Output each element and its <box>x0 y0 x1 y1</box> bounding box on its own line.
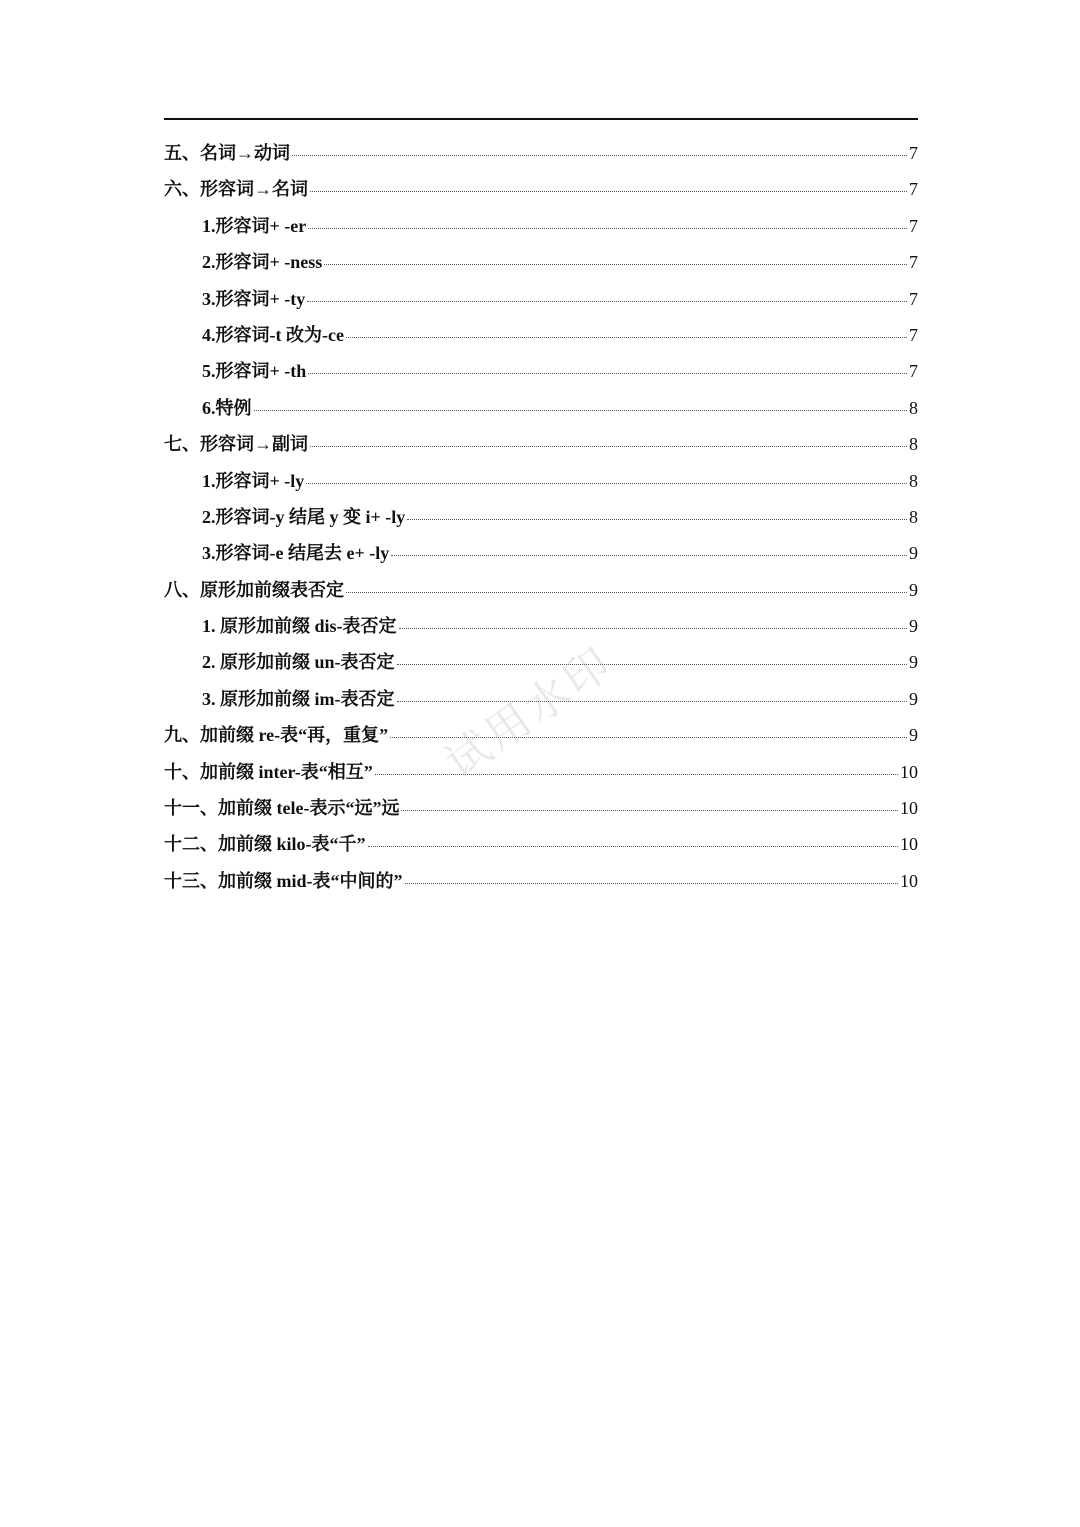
toc-dot-leader <box>407 519 907 520</box>
toc-dot-leader <box>375 774 898 775</box>
toc-dot-leader <box>401 810 898 811</box>
toc-entry-page-number: 10 <box>900 870 918 891</box>
watermark: 试用水印 <box>436 636 623 789</box>
toc-entry-page-number: 9 <box>909 579 918 600</box>
toc-entry-label: 八、原形加前缀表否定 <box>164 579 344 600</box>
toc-dot-leader <box>399 628 907 629</box>
toc-entry[interactable] <box>164 717 918 753</box>
toc-entry[interactable] <box>164 317 918 353</box>
toc-entry-label: 6.特例 <box>202 397 252 418</box>
toc-dot-leader <box>346 337 907 338</box>
toc-entry-page-number: 7 <box>909 179 918 200</box>
toc-entry-page-number: 10 <box>900 834 918 855</box>
toc-entry[interactable] <box>164 426 918 462</box>
toc-entry-page-number: 8 <box>909 434 918 455</box>
toc-entry[interactable] <box>164 390 918 426</box>
toc-entry-page-number: 9 <box>909 725 918 746</box>
toc-dot-leader <box>391 555 907 556</box>
header-rule <box>164 118 918 120</box>
toc-entry-label: 十二、加前缀 kilo-表“千” <box>164 834 366 855</box>
toc-entry[interactable] <box>164 863 918 899</box>
toc-entry-page-number: 9 <box>909 688 918 709</box>
toc-entry-label: 七、形容词→副词 <box>164 434 308 455</box>
toc-entry-label: 1.形容词+ -er <box>202 215 307 236</box>
toc-dot-leader <box>306 483 907 484</box>
toc-dot-leader <box>397 701 908 702</box>
toc-entry-page-number: 7 <box>909 361 918 382</box>
toc-dot-leader <box>307 301 907 302</box>
toc-entry-label: 十一、加前缀 tele-表示“远”远 <box>164 798 400 819</box>
toc-entry-page-number: 9 <box>909 652 918 673</box>
toc-dot-leader <box>254 410 908 411</box>
toc-entry-page-number: 8 <box>909 506 918 527</box>
toc-entry-page-number: 8 <box>909 397 918 418</box>
toc-dot-leader <box>405 883 899 884</box>
toc-entry-page-number: 9 <box>909 616 918 637</box>
toc-entry-page-number: 7 <box>909 324 918 345</box>
toc-entry[interactable] <box>164 244 918 280</box>
toc-entry[interactable] <box>164 353 918 389</box>
toc-entry-label: 十、加前缀 inter-表“相互” <box>164 761 373 782</box>
toc-entry[interactable] <box>164 135 918 171</box>
toc-entry-page-number: 7 <box>909 288 918 309</box>
toc-entry[interactable] <box>164 681 918 717</box>
toc-entry-label: 3.形容词-e 结尾去 e+ -ly <box>202 543 390 564</box>
toc-entry-label: 5.形容词+ -th <box>202 361 307 382</box>
toc-entry-label: 1.形容词+ -ly <box>202 470 305 491</box>
toc-entry-label: 2.形容词-y 结尾 y 变 i+ -ly <box>202 506 406 527</box>
toc-dot-leader <box>324 264 907 265</box>
table-of-contents <box>164 135 918 899</box>
toc-entry[interactable] <box>164 208 918 244</box>
toc-entry-label: 2. 原形加前缀 un-表否定 <box>202 652 395 673</box>
toc-entry-label: 1. 原形加前缀 dis-表否定 <box>202 616 397 637</box>
toc-entry[interactable] <box>164 572 918 608</box>
toc-entry-label: 4.形容词-t 改为-ce <box>202 324 344 345</box>
toc-dot-leader <box>368 846 898 847</box>
toc-dot-leader <box>308 373 907 374</box>
toc-entry[interactable] <box>164 754 918 790</box>
toc-dot-leader <box>292 155 907 156</box>
toc-entry[interactable] <box>164 281 918 317</box>
toc-entry[interactable] <box>164 608 918 644</box>
toc-entry-page-number: 7 <box>909 252 918 273</box>
toc-entry[interactable] <box>164 499 918 535</box>
toc-entry-label: 六、形容词→名词 <box>164 179 308 200</box>
toc-entry[interactable] <box>164 535 918 571</box>
toc-dot-leader <box>308 228 907 229</box>
toc-entry-page-number: 7 <box>909 143 918 163</box>
toc-dot-leader <box>390 737 907 738</box>
toc-entry-label: 十三、加前缀 mid-表“中间的” <box>164 870 403 891</box>
toc-entry-label: 2.形容词+ -ness <box>202 252 323 273</box>
toc-entry-page-number: 7 <box>909 215 918 236</box>
toc-entry-label: 五、名词→动词 <box>164 143 290 163</box>
toc-entry-label: 九、加前缀 re-表“再，重复” <box>164 725 389 746</box>
toc-entry-page-number: 9 <box>909 543 918 564</box>
toc-entry[interactable] <box>164 463 918 499</box>
toc-dot-leader <box>310 446 907 447</box>
toc-entry[interactable] <box>164 826 918 862</box>
toc-dot-leader <box>346 592 907 593</box>
toc-entry[interactable] <box>164 644 918 680</box>
toc-entry-label: 3.形容词+ -ty <box>202 288 306 309</box>
toc-entry[interactable] <box>164 790 918 826</box>
toc-entry-page-number: 8 <box>909 470 918 491</box>
toc-entry[interactable] <box>164 171 918 207</box>
toc-dot-leader <box>397 664 907 665</box>
toc-dot-leader <box>310 191 907 192</box>
toc-entry-label: 3. 原形加前缀 im-表否定 <box>202 688 395 709</box>
toc-entry-page-number: 10 <box>900 798 918 819</box>
toc-entry-page-number: 10 <box>900 761 918 782</box>
